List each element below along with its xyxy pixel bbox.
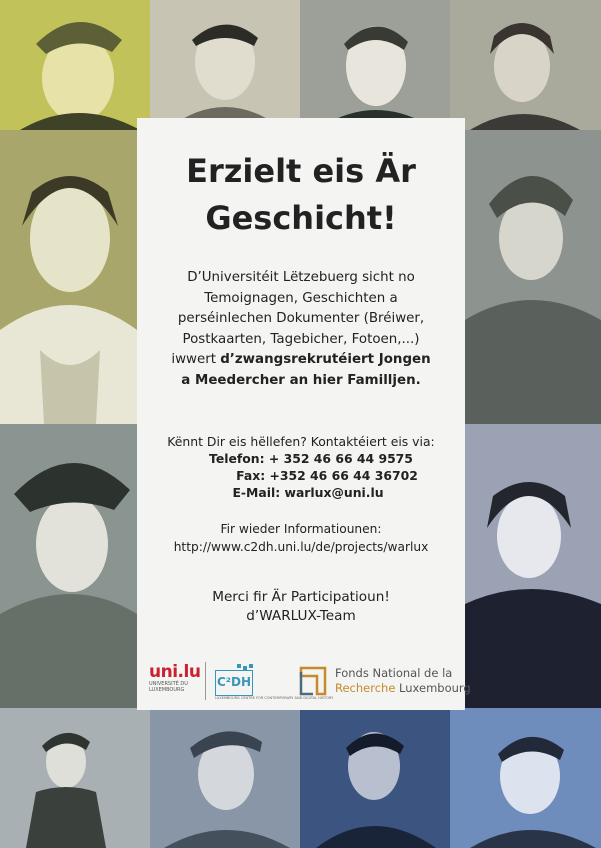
intro-bold: d’zwangsrekrutéiert Jongen bbox=[220, 352, 431, 368]
contact-block bbox=[137, 433, 465, 501]
logo-strip bbox=[137, 658, 471, 703]
headline bbox=[137, 148, 465, 242]
text-panel bbox=[137, 118, 471, 710]
portrait-photo bbox=[300, 0, 450, 130]
c2dh-subtitle: LUXEMBOURG CENTRE FOR CONTEMPORARY AND DIGITAL HISTORY bbox=[215, 696, 334, 700]
fnr-bracket-icon bbox=[299, 666, 327, 696]
portrait-photo bbox=[450, 708, 601, 848]
portrait-photo bbox=[0, 0, 150, 130]
intro-line: D’Universitéit Lëtzebuerg sicht no bbox=[187, 270, 415, 285]
portrait-photo bbox=[300, 708, 450, 848]
portrait-photo bbox=[150, 0, 300, 130]
unilu-subtitle: UNIVERSITÉ DU bbox=[149, 681, 188, 687]
closing-block bbox=[137, 588, 465, 626]
portrait-photo bbox=[150, 708, 300, 848]
portrait-photo bbox=[450, 0, 601, 130]
fnr-highlight: Recherche bbox=[335, 681, 396, 695]
portrait-photo bbox=[0, 708, 150, 848]
unilu-mark: uni.lu bbox=[149, 662, 201, 682]
fnr-rest: Luxembourg bbox=[395, 681, 471, 695]
phone-number: Telefon: + 352 46 66 44 9575 bbox=[209, 451, 413, 466]
thanks-text: Merci fir Är Participatioun! bbox=[212, 589, 390, 605]
portrait-photo bbox=[465, 424, 601, 708]
fnr-line-1: Fonds National de la bbox=[335, 666, 453, 680]
unilu-logo bbox=[149, 664, 201, 702]
fnr-line-2 bbox=[335, 681, 471, 695]
headline-line: Erzielt eis Är bbox=[186, 152, 416, 190]
logo-divider bbox=[205, 662, 206, 700]
info-heading: Fir wieder Informatiounen: bbox=[220, 522, 382, 536]
info-block bbox=[137, 520, 465, 556]
c2dh-logo bbox=[215, 664, 334, 702]
contact-heading: Kënnt Dir eis hëllefen? Kontaktéiert eis via: bbox=[167, 434, 435, 449]
c2dh-mark: C²DH bbox=[215, 670, 253, 696]
intro-line: Postkaarten, Tagebicher, Fotoen,...) bbox=[182, 331, 420, 347]
intro-line: perséinlechen Dokumenter (Bréiwer, bbox=[177, 311, 425, 327]
fnr-logo bbox=[299, 664, 471, 700]
intro-bold: a Meedercher an hier Familljen. bbox=[181, 372, 421, 388]
intro-line: Temoignagen, Geschichten a bbox=[204, 290, 398, 306]
fax-number: Fax: +352 46 66 44 36702 bbox=[236, 468, 418, 483]
intro-plain: iwwert bbox=[171, 352, 221, 368]
intro-text bbox=[151, 268, 451, 392]
email-address[interactable]: E-Mail: warlux@uni.lu bbox=[232, 485, 384, 500]
portrait-photo bbox=[0, 130, 137, 424]
team-signature: d’WARLUX-Team bbox=[246, 608, 356, 624]
intro-line bbox=[151, 371, 451, 392]
intro-line bbox=[151, 350, 451, 371]
portrait-photo bbox=[465, 130, 601, 424]
portrait-photo bbox=[0, 424, 137, 708]
project-url[interactable]: http://www.c2dh.uni.lu/de/projects/warlux bbox=[173, 540, 429, 554]
unilu-subtitle: LUXEMBOURG bbox=[149, 687, 185, 693]
headline-line: Geschicht! bbox=[205, 199, 397, 237]
